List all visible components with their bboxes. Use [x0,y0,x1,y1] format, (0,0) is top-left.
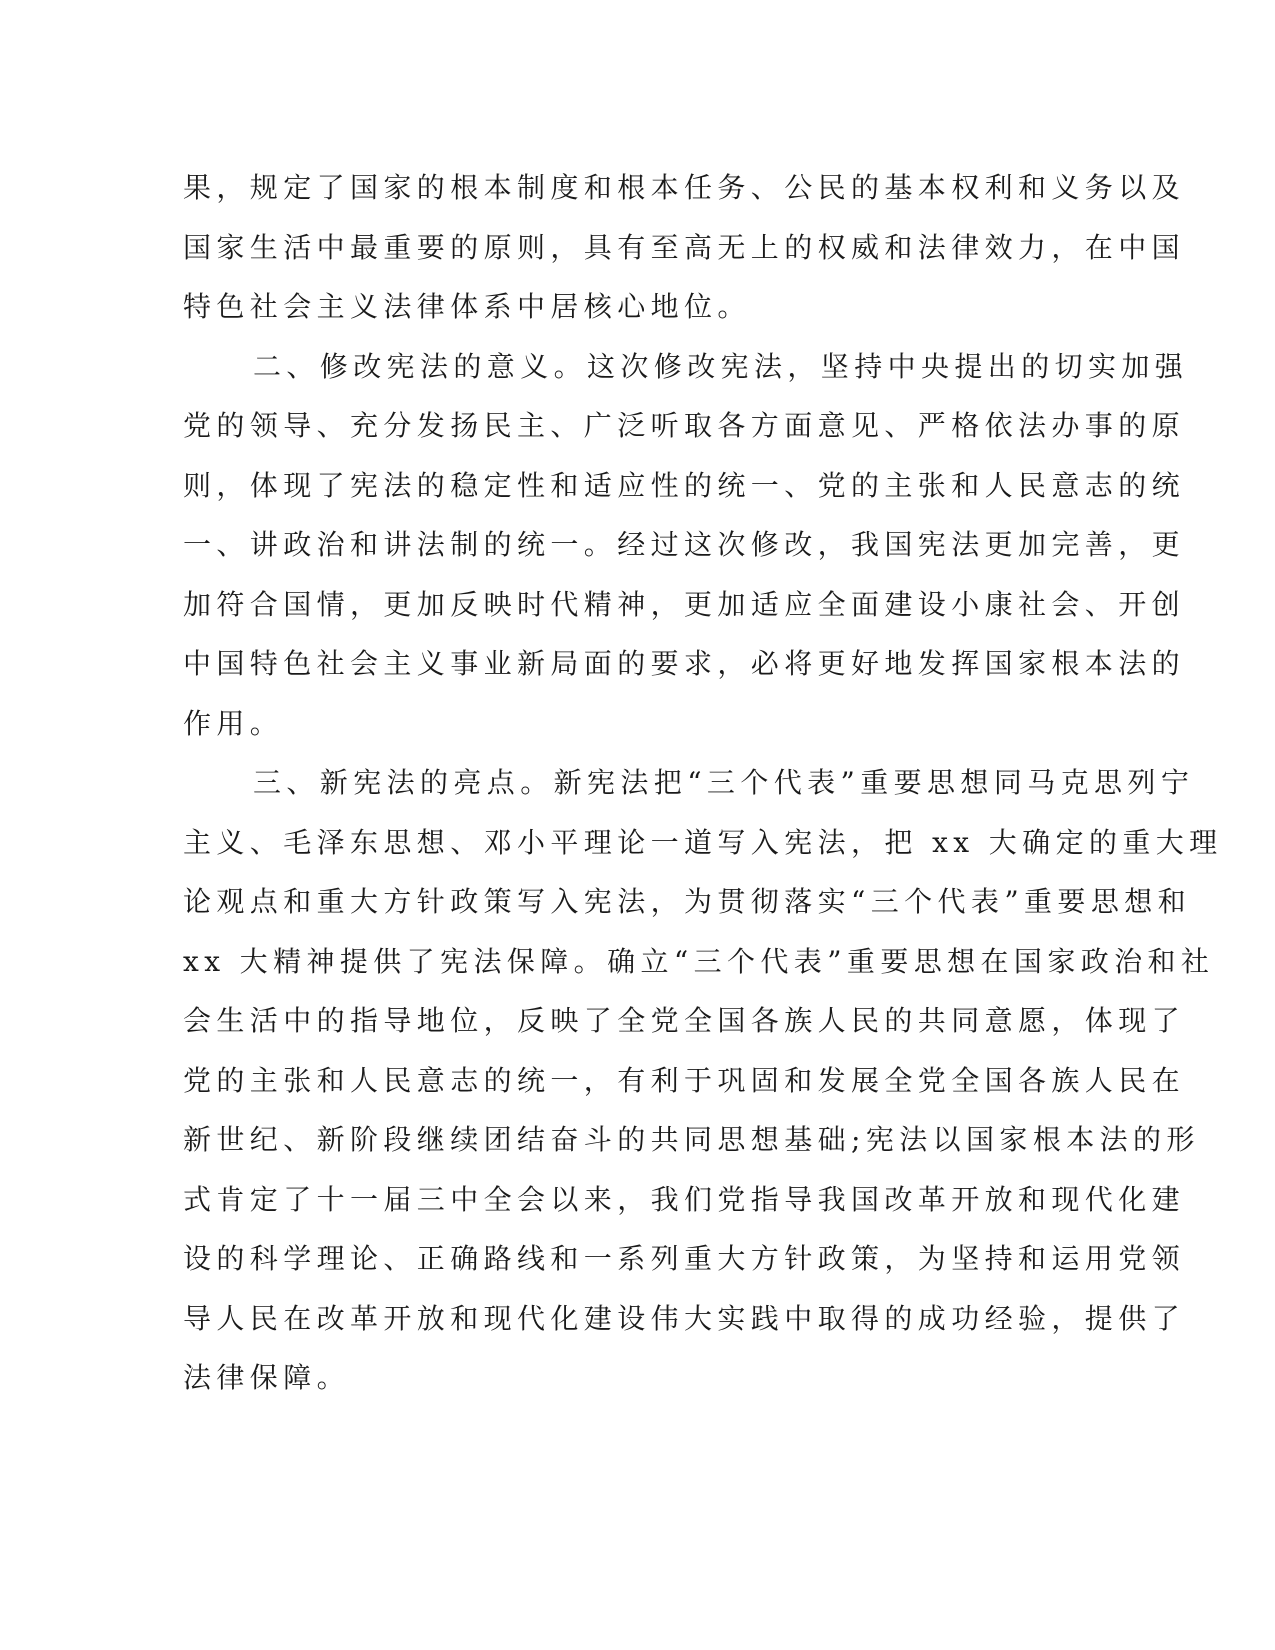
text-line: 作用。 [183,706,284,740]
paragraph-2 [183,337,1189,754]
text-line: 新世纪、新阶段继续团结奋斗的共同思想基础;宪法以国家根本法的形 [183,1123,1200,1156]
text-line: 导人民在改革开放和现代化建设伟大实践中取得的成功经验，提供了 [183,1301,1186,1335]
text-line: 特色社会主义法律体系中居核心地位。 [183,290,751,323]
text-line: 加符合国情，更加反映时代精神，更加适应全面建设小康社会、开创 [183,587,1186,621]
paragraph-1 [183,158,1186,337]
text-line: 二、修改宪法的意义。这次修改宪法，坚持中央提出的切实加强 [253,349,1189,383]
text-line: 中国特色社会主义事业新局面的要求，必将更好地发挥国家根本法的 [183,647,1186,680]
text-line: 法律保障。 [183,1361,351,1394]
text-line: 党的主张和人民意志的统一，有利于巩固和发展全党全国各族人民在 [183,1063,1186,1097]
text-line: 主义、毛泽东思想、邓小平理论一道写入宪法，把 xx 大确定的重大理 [183,825,1223,859]
text-line: 党的领导、充分发扬民主、广泛听取各方面意见、严格依法办事的原 [183,409,1186,442]
text-line: 论观点和重大方针政策写入宪法，为贯彻落实“三个代表”重要思想和 [183,885,1192,918]
text-line: xx 大精神提供了宪法保障。确立“三个代表”重要思想在国家政治和社 [183,944,1215,978]
text-line: 果，规定了国家的根本制度和根本任务、公民的基本权利和义务以及 [183,171,1186,204]
text-line: 会生活中的指导地位，反映了全党全国各族人民的共同意愿，体现了 [183,1004,1186,1037]
document-body [183,158,1223,1408]
text-line: 则，体现了宪法的稳定性和适应性的统一、党的主张和人民意志的统 [183,468,1186,502]
text-line: 三、新宪法的亮点。新宪法把“三个代表”重要思想同马克思列宁 [253,766,1195,799]
text-line: 国家生活中最重要的原则，具有至高无上的权威和法律效力，在中国 [183,230,1186,264]
text-line: 式肯定了十一届三中全会以来，我们党指导我国改革开放和现代化建 [183,1182,1186,1216]
text-line: 设的科学理论、正确路线和一系列重大方针政策，为坚持和运用党领 [183,1242,1186,1275]
paragraph-3 [183,753,1223,1408]
text-line: 一、讲政治和讲法制的统一。经过这次修改，我国宪法更加完善，更 [183,528,1186,561]
